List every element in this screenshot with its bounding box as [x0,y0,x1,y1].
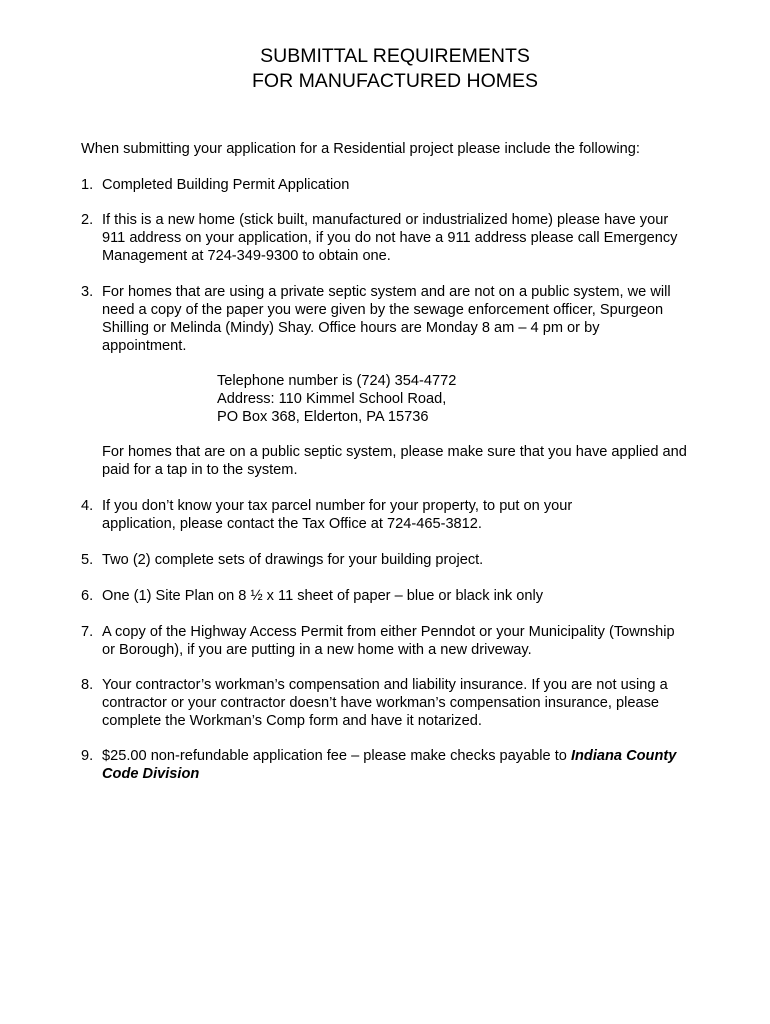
requirement-item-7 [81,623,721,659]
item-text-line [102,747,721,765]
requirement-item-8 [81,676,721,730]
item-text-line: Two (2) complete sets of drawings for your building project. [102,552,484,568]
item-text-line: application, please contact the Tax Office at 724-465-3812. [102,516,482,532]
public-septic-note-line-2: paid for a tap in to the system. [102,462,298,478]
requirement-item-1 [81,176,721,194]
document-title-line-1: SUBMITTAL REQUIREMENTS [260,45,530,67]
item-text-line: Completed Building Permit Application [102,177,350,193]
item-text-line: For homes that are using a private septic system and are not on a public system, we will [102,284,671,300]
item-text-line: Shilling or Melinda (Mindy) Shay. Office hours are Monday 8 am – 4 pm or by [102,320,600,336]
requirement-item-4 [81,497,721,533]
public-septic-note [102,443,687,479]
item-text-line: Your contractor’s workman’s compensation and liability insurance. If you are not using a [102,677,668,693]
septic-address-line-2: PO Box 368, Elderton, PA 15736 [217,409,429,425]
requirement-item-5 [81,551,721,569]
item-number: 9. [81,748,94,764]
requirement-item-9 [81,747,721,783]
fee-text: $25.00 non-refundable application fee – please make checks payable to [102,748,571,764]
septic-telephone: Telephone number is (724) 354-4772 [217,373,457,389]
public-septic-note-line-1: For homes that are on a public septic system, please make sure that you have applied and [102,444,687,460]
requirement-item-3 [81,283,721,355]
payee-name-part-1: Indiana County [570,748,677,764]
item-number: 7. [81,624,94,640]
item-number: 4. [81,498,94,514]
septic-address-line-1: Address: 110 Kimmel School Road, [217,391,447,407]
item-text-line: If you don’t know your tax parcel number for your property, to put on your [102,498,573,514]
intro-paragraph: When submitting your application for a Residential project please include the following: [81,141,640,157]
item-text-line: or Borough), if you are putting in a new home with a new driveway. [102,642,532,658]
item-text-line: One (1) Site Plan on 8 ½ x 11 sheet of paper – blue or black ink only [102,588,544,604]
septic-contact-block [217,372,456,426]
item-text-line: If this is a new home (stick built, manufactured or industrialized home) please have your [102,212,669,228]
document-title-line-2: FOR MANUFACTURED HOMES [251,70,538,92]
requirement-item-2 [81,211,721,265]
item-number: 8. [81,677,94,693]
item-text-line: complete the Workman’s Comp form and have it notarized. [102,713,482,729]
item-text-line: 911 address on your application, if you do not have a 911 address please call Emergency [102,230,678,246]
item-number: 5. [81,552,94,568]
requirement-item-6 [81,587,721,605]
item-text-line: contractor or your contractor doesn’t have workman’s compensation insurance, please [102,695,660,711]
item-number: 6. [81,588,94,604]
item-text-line: need a copy of the paper you were given by the sewage enforcement officer, Spurgeon [102,302,664,318]
payee-name-part-2: Code Division [102,766,200,782]
item-text-line: appointment. [102,338,187,354]
item-text-line: A copy of the Highway Access Permit from either Penndot or your Municipality (Township [102,624,675,640]
item-text-line: Management at 724-349-9300 to obtain one. [102,248,391,264]
item-number: 3. [81,284,94,300]
item-number: 1. [81,177,94,193]
item-number: 2. [81,212,94,228]
